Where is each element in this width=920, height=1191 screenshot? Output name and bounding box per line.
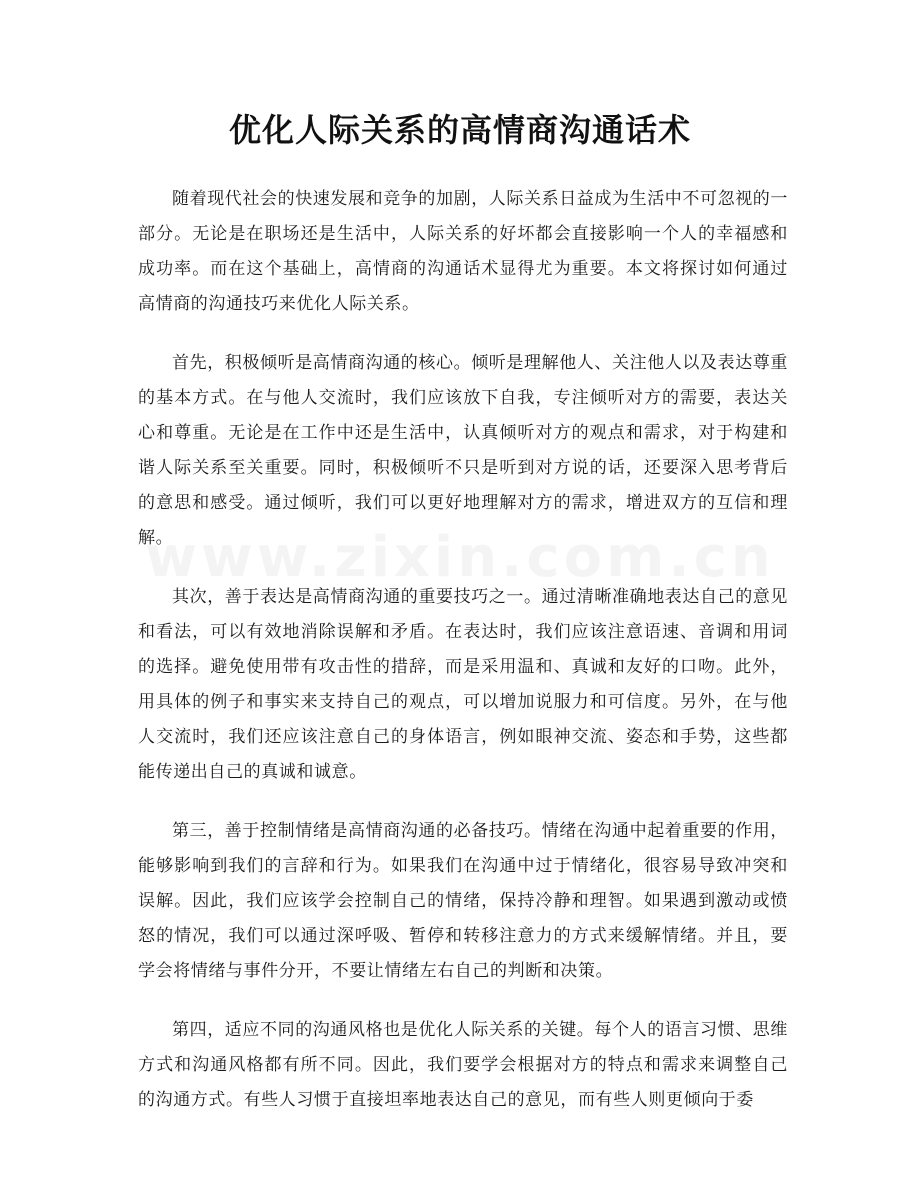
paragraph-emotion: 第三，善于控制情绪是高情商沟通的必备技巧。情绪在沟通中起着重要的作用，能够影响到我们的言辞和行为。如果我们在沟通中过于情绪化，很容易导致冲突和误解。因此，我们应该学会控制自己的情绪，保持冷静和理智。如果遇到激动或愤怒的情况，我们可以通过深呼吸、暂停和转移注意力的方式来缓解情绪。并且，要学会将情绪与事件分开，不要让情绪左右自己的判断和决策。 bbox=[138, 821, 788, 981]
paragraph-styles: 第四，适应不同的沟通风格也是优化人际关系的关键。每个人的语言习惯、思维方式和沟通风格都有所不同。因此，我们要学会根据对方的特点和需求来调整自己的沟通方式。有些人习惯于直接坦率地表达自己的意见，而有些人则更倾向于委 bbox=[138, 1020, 788, 1110]
paragraph-expression: 其次，善于表达是高情商沟通的重要技巧之一。通过清晰准确地表达自己的意见和看法，可以有效地消除误解和矛盾。在表达时，我们应该注意语速、音调和用词的选择。避免使用带有攻击性的措辞，而是采用温和、真诚和友好的口吻。此外，用具体的例子和事实来支持自己的观点，可以增加说服力和可信度。另外，在与他人交流时，我们还应该注意自己的身体语言，例如眼神交流、姿态和手势，这些都能传递出自己的真诚和诚意。 bbox=[138, 587, 788, 782]
document-body bbox=[138, 182, 788, 1142]
document-title: 优化人际关系的高情商沟通话术 bbox=[228, 111, 691, 149]
paragraph-intro: 随着现代社会的快速发展和竞争的加剧，人际关系日益成为生活中不可忽视的一部分。无论是在职场还是生活中，人际关系的好坏都会直接影响一个人的幸福感和成功率。而在这个基础上，高情商的沟通话术显得尤为重要。本文将探讨如何通过高情商的沟通技巧来优化人际关系。 bbox=[138, 189, 788, 314]
paragraph-listening: 首先，积极倾听是高情商沟通的核心。倾听是理解他人、关注他人以及表达尊重的基本方式。在与他人交流时，我们应该放下自我，专注倾听对方的需要，表达关心和尊重。无论是在工作中还是生活中，认真倾听对方的观点和需求，对于构建和谐人际关系至关重要。同时，积极倾听不只是听到对方说的话，还要深入思考背后的意思和感受。通过倾听，我们可以更好地理解对方的需求，增进双方的互信和理解。 bbox=[138, 353, 788, 548]
